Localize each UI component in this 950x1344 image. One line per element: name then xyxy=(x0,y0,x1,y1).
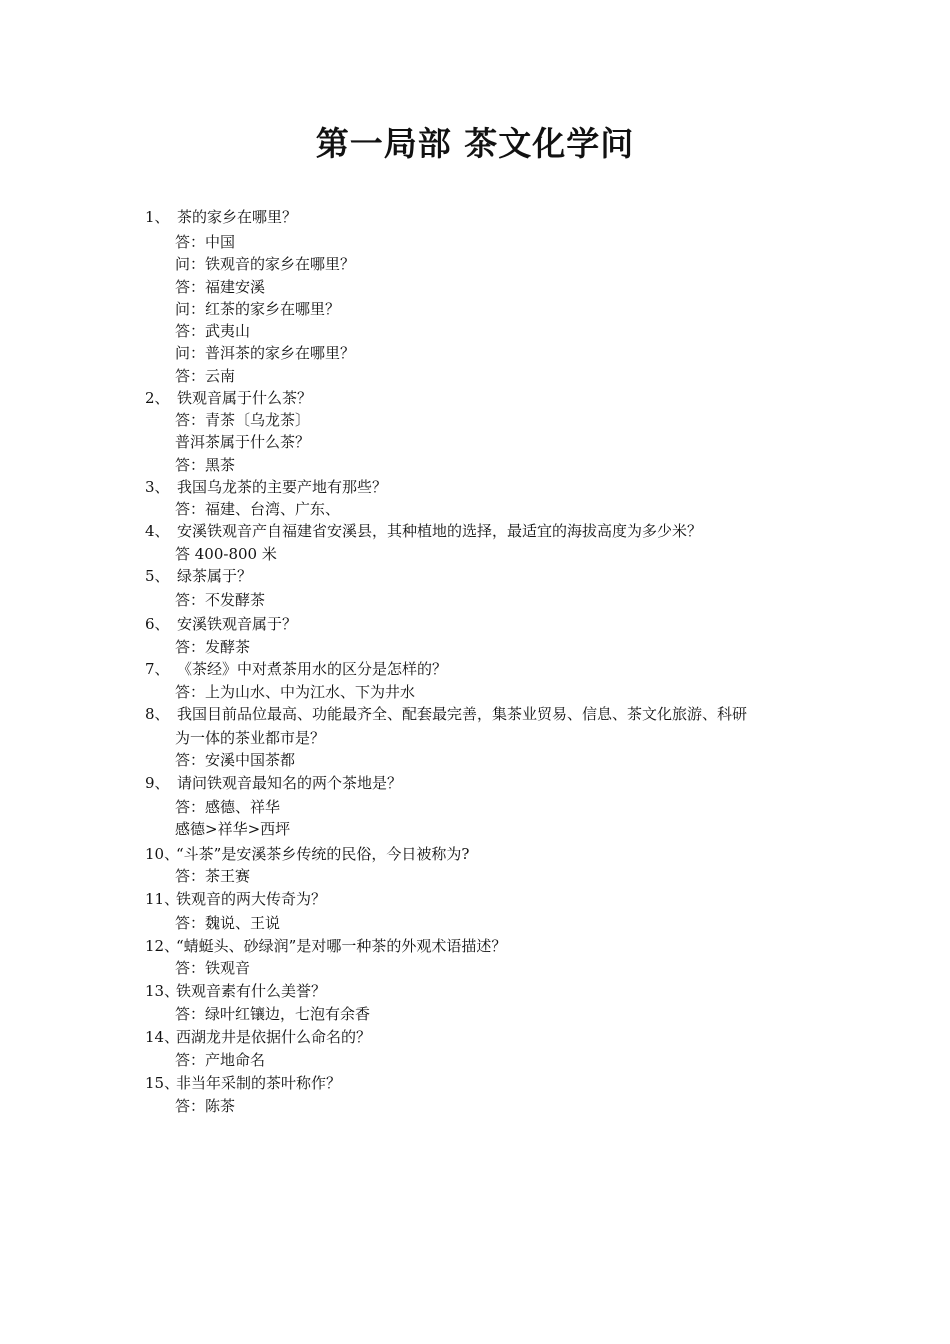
qa-line xyxy=(145,207,297,227)
qa-line xyxy=(145,1073,341,1093)
qa-line xyxy=(145,566,252,586)
qa-line xyxy=(175,728,325,748)
question-number: 4、 xyxy=(145,522,170,540)
answer-text: 答：安溪中国茶都 xyxy=(175,751,296,769)
question-number: 8、 xyxy=(145,705,170,723)
answer-text: 答 400-800 米 xyxy=(175,545,277,563)
answer-text: 答：感德、祥华 xyxy=(175,798,281,816)
qa-line xyxy=(145,889,326,909)
answer-text: 答：绿叶红镶边，七泡有余香 xyxy=(175,1005,371,1023)
qa-line xyxy=(175,366,235,386)
question-number: 13、 xyxy=(145,982,180,1000)
qa-line xyxy=(145,936,506,956)
qa-line xyxy=(175,1096,235,1116)
answer-text: 为一体的茶业都市是？ xyxy=(175,729,326,747)
answer-text: 问：红茶的家乡在哪里？ xyxy=(175,300,341,318)
qa-line xyxy=(175,819,290,839)
question-text: 安溪铁观音产自福建省安溪县，其种植地的选择，最适宜的海拔高度为多少米？ xyxy=(177,522,703,540)
qa-line xyxy=(145,614,297,634)
question-text: 西湖龙井是依据什么命名的？ xyxy=(176,1028,372,1046)
question-text: 非当年采制的茶叶称作？ xyxy=(176,1074,342,1092)
answer-text: 答：青茶〔乌龙茶〕 xyxy=(175,411,311,429)
question-text: 茶的家乡在哪里？ xyxy=(177,208,298,226)
question-text: 《茶经》中对煮茶用水的区分是怎样的？ xyxy=(177,660,448,678)
answer-text: 答：福建安溪 xyxy=(175,278,266,296)
answer-text: 答：陈茶 xyxy=(175,1097,236,1115)
question-number: 2、 xyxy=(145,389,170,407)
answer-text: 感德>祥华>西坪 xyxy=(175,820,291,838)
qa-line xyxy=(145,704,747,724)
answer-text: 答：云南 xyxy=(175,367,236,385)
answer-text: 答：茶王赛 xyxy=(175,867,251,885)
qa-line xyxy=(175,499,340,519)
qa-line xyxy=(175,299,340,319)
qa-line xyxy=(175,544,277,564)
qa-line xyxy=(145,981,326,1001)
qa-line xyxy=(145,388,312,408)
qa-line xyxy=(175,866,250,886)
qa-line xyxy=(175,637,250,657)
question-text: 我国目前品位最高、功能最齐全、配套最完善，集茶业贸易、信息、茶文化旅游、科研 xyxy=(177,705,748,723)
answer-text: 普洱茶属于什么茶？ xyxy=(175,433,311,451)
qa-line xyxy=(175,232,235,252)
qa-line xyxy=(145,659,447,679)
question-text: “斗茶”是安溪茶乡传统的民俗，今日被称为? xyxy=(176,845,470,863)
question-number: 10、 xyxy=(145,845,180,863)
question-text: 请问铁观音最知名的两个茶地是？ xyxy=(177,774,403,792)
question-text: 我国乌龙茶的主要产地有那些？ xyxy=(177,478,388,496)
qa-line xyxy=(175,913,280,933)
question-text: 安溪铁观音属于？ xyxy=(177,615,298,633)
qa-line xyxy=(175,432,310,452)
qa-line xyxy=(175,750,295,770)
answer-text: 答：上为山水、中为江水、下为井水 xyxy=(175,683,416,701)
page-title: 第一局部 茶文化学问 xyxy=(315,124,635,163)
answer-text: 答：黑茶 xyxy=(175,456,236,474)
question-number: 3、 xyxy=(145,478,170,496)
answer-text: 答：福建、台湾、广东、 xyxy=(175,500,341,518)
question-text: 铁观音素有什么美誉？ xyxy=(176,982,327,1000)
qa-line xyxy=(145,477,387,497)
qa-line xyxy=(145,521,702,541)
question-text: 铁观音属于什么茶？ xyxy=(177,389,313,407)
question-text: 铁观音的两大传奇为？ xyxy=(176,890,327,908)
answer-text: 答：产地命名 xyxy=(175,1051,266,1069)
answer-text: 答：不发酵茶 xyxy=(175,591,266,609)
question-number: 6、 xyxy=(145,615,170,633)
qa-line xyxy=(175,958,250,978)
answer-text: 答：铁观音 xyxy=(175,959,251,977)
qa-line xyxy=(145,773,402,793)
qa-line xyxy=(175,277,265,297)
answer-text: 答：武夷山 xyxy=(175,322,251,340)
qa-line xyxy=(175,590,265,610)
answer-text: 答：发酵茶 xyxy=(175,638,251,656)
qa-line xyxy=(175,254,355,274)
question-number: 15、 xyxy=(145,1074,180,1092)
question-number: 7、 xyxy=(145,660,170,678)
qa-line xyxy=(175,1004,370,1024)
question-text: “蜻蜓头、砂绿润”是对哪一种茶的外观术语描述？ xyxy=(176,937,507,955)
answer-text: 答：中国 xyxy=(175,233,236,251)
qa-line xyxy=(175,455,235,475)
qa-line xyxy=(175,343,355,363)
question-number: 11、 xyxy=(145,890,180,908)
qa-line xyxy=(175,797,280,817)
answer-text: 问：铁观音的家乡在哪里？ xyxy=(175,255,356,273)
question-number: 9、 xyxy=(145,774,170,792)
question-text: 绿茶属于？ xyxy=(177,567,253,585)
question-number: 12、 xyxy=(145,937,180,955)
qa-line xyxy=(145,844,469,864)
question-number: 5、 xyxy=(145,567,170,585)
answer-text: 问：普洱茶的家乡在哪里？ xyxy=(175,344,356,362)
qa-line xyxy=(175,321,250,341)
answer-text: 答：魏说、王说 xyxy=(175,914,281,932)
qa-line xyxy=(175,1050,265,1070)
question-number: 14、 xyxy=(145,1028,180,1046)
question-number: 1、 xyxy=(145,208,170,226)
qa-line xyxy=(175,682,415,702)
qa-line xyxy=(175,410,310,430)
qa-line xyxy=(145,1027,371,1047)
